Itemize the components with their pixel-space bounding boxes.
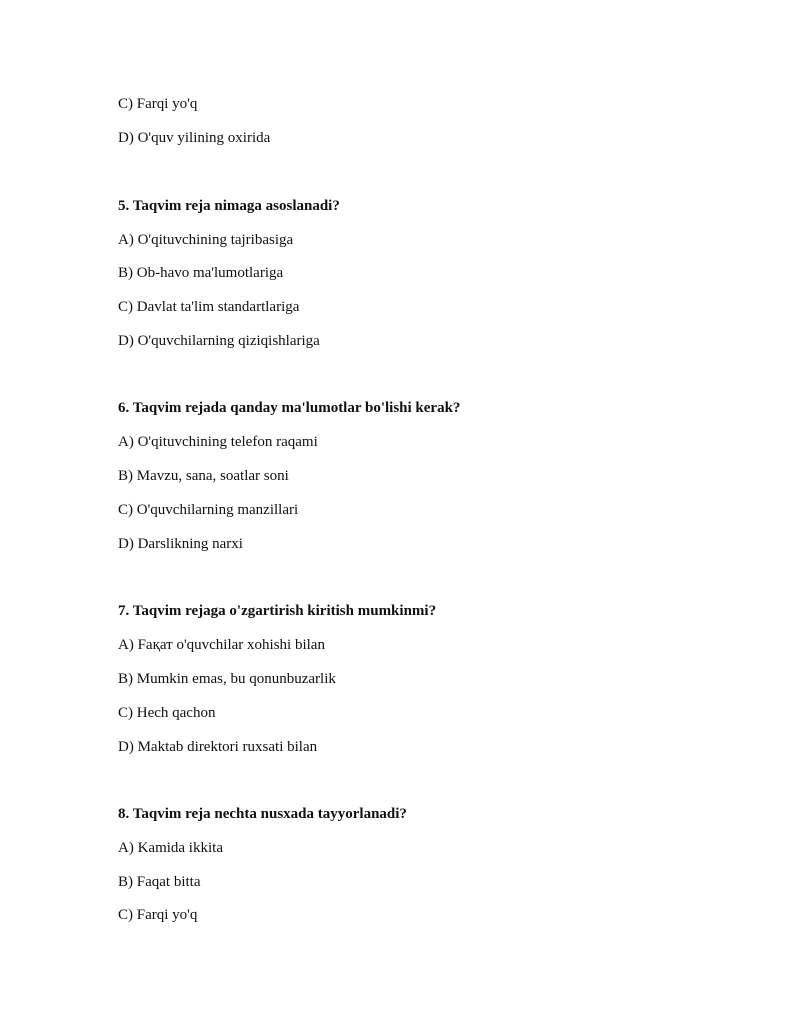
- option-line: B) Mavzu, sana, soatlar soni: [118, 468, 289, 484]
- option-line: D) Darslikning narxi: [118, 536, 243, 552]
- option-line: B) Mumkin emas, bu qonunbuzarlik: [118, 671, 336, 687]
- option-line: C) Farqi yo'q: [118, 907, 198, 923]
- question-heading: 8. Taqvim reja nechta nusxada tayyorlanadi?: [118, 806, 407, 822]
- option-line: B) Ob-havo ma'lumotlariga: [118, 265, 284, 281]
- question-heading: 5. Taqvim reja nimaga asoslanadi?: [118, 198, 340, 214]
- option-line: A) O'qituvchining telefon raqami: [118, 434, 318, 450]
- option-line: C) O'quvchilarning manzillari: [118, 502, 299, 518]
- option-line: C) Hech qachon: [118, 705, 216, 721]
- question-heading: 6. Taqvim rejada qanday ma'lumotlar bo'lishi kerak?: [118, 400, 461, 416]
- option-line: C) Farqi yo'q: [118, 96, 198, 112]
- option-line: A) Kamida ikkita: [118, 840, 223, 856]
- option-line: A) O'qituvchining tajribasiga: [118, 232, 294, 248]
- option-line: D) O'quvchilarning qiziqishlariga: [118, 333, 320, 349]
- option-line: D) Maktab direktori ruxsati bilan: [118, 739, 318, 755]
- option-line: A) Fақат o'quvchilar xohishi bilan: [118, 637, 325, 653]
- question-heading: 7. Taqvim rejaga o'zgartirish kiritish mumkinmi?: [118, 603, 437, 619]
- option-line: B) Faqat bitta: [118, 874, 201, 890]
- option-line: D) O'quv yilining oxirida: [118, 130, 271, 146]
- option-line: C) Davlat ta'lim standartlariga: [118, 299, 300, 315]
